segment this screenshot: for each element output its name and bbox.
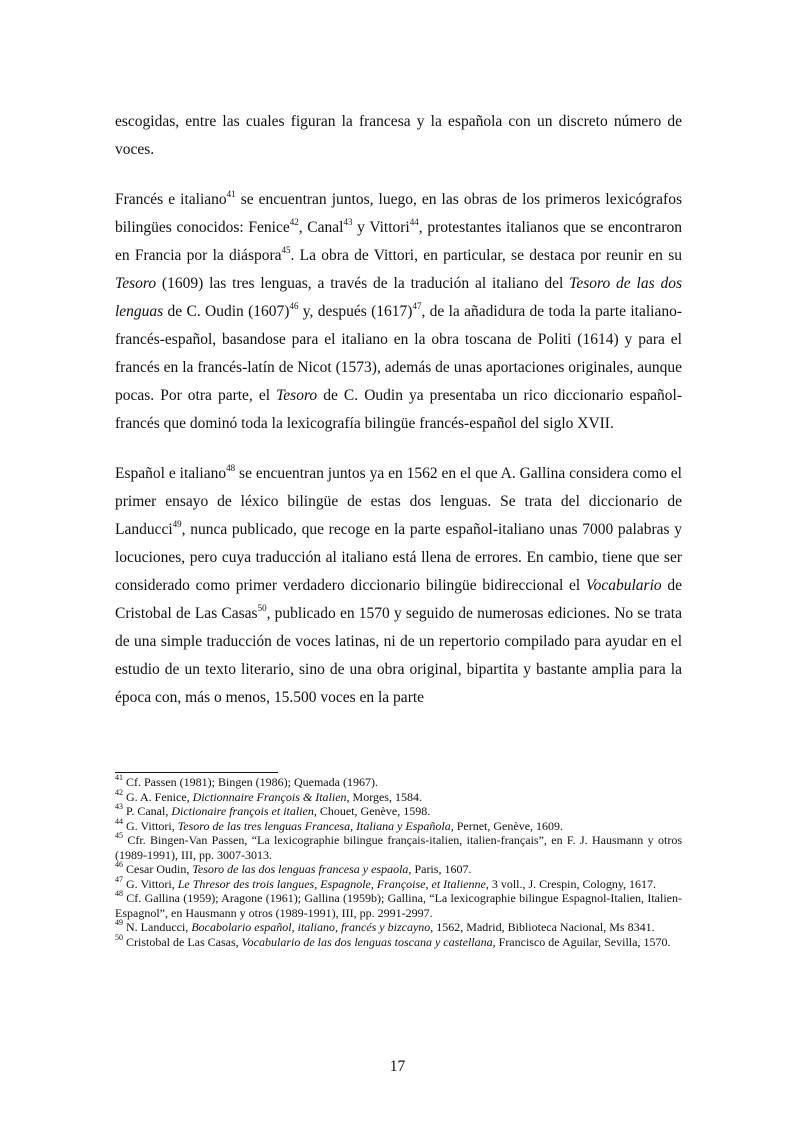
text-run: , Francisco de Aguilar, Sevilla, 1570. (492, 934, 671, 949)
text-run: (1609) las tres lenguas, a través de la tradución al italiano del (156, 275, 570, 292)
footnote-42 (115, 787, 682, 805)
body-text (115, 108, 682, 734)
footnote-number: 47 (115, 874, 123, 884)
text-run: Francés e italiano (115, 191, 227, 208)
footnote-50 (115, 932, 682, 950)
footnote-43 (115, 804, 682, 819)
footnote-number: 46 (115, 860, 123, 869)
italic-title: Bocabolario español, italiano, francés y bizcayno (191, 920, 431, 934)
footnote-marker: 49 (172, 518, 182, 529)
italic-title: Dictionnaire François & Italien (192, 789, 347, 804)
paragraph (115, 460, 682, 712)
footnote-marker: 46 (289, 300, 299, 311)
text-run: P. Canal, (123, 804, 172, 818)
italic-title: Tesoro de las dos lenguas francesa y espaola, (192, 862, 412, 876)
text-run: Paris, 1607. (411, 862, 472, 876)
italic-title: Vocabulario (585, 577, 662, 594)
footnote-marker: 41 (226, 188, 236, 199)
italic-title: Le Thresor des trois langues, Espagnole, Françoise, et Italienne (177, 876, 486, 891)
text-run: , 3 voll., J. Crespin, Cologny, 1617. (485, 876, 657, 891)
footnote-number: 45 (115, 831, 123, 840)
text-run: Cristobal de Las Casas, (123, 934, 242, 949)
footnote-marker: 48 (226, 462, 236, 473)
text-run: y Vittori (352, 219, 410, 236)
text-run: Cf. Gallina (1959); Aragone (1961); Gallina (1959b); Gallina, “La lexicographie bilingue Espagnol-Italien, Italien-Espagnol”, en Hausmann y otros (1989-1991), III, pp. 2991-2997. (115, 891, 682, 920)
footnotes (115, 775, 682, 949)
footnote-marker: 50 (257, 602, 267, 613)
footnote-number: 41 (115, 773, 123, 782)
text-run: , protestantes italianos que se encontraron en Francia por la diáspora (115, 219, 682, 264)
text-run: G. Vittori, (123, 818, 178, 833)
paragraph (115, 108, 682, 164)
footnote-46 (115, 862, 682, 877)
text-run: Cf. Passen (1981); Bingen (1986); Quemada (1967). (123, 775, 378, 789)
italic-title: Dictionaire françois et italien (171, 804, 314, 818)
text-run: de C. Oudin ya presentaba un rico diccionario español-francés que dominó toda la lexicografía bilingüe francés-español del siglo XVII. (115, 387, 682, 432)
text-run: , Pernet, Genève, 1609. (450, 818, 564, 833)
text-run: , Morges, 1584. (346, 789, 422, 804)
text-run: , Chouet, Genève, 1598. (313, 804, 431, 818)
text-run: , de la añadidura de toda la parte italiano-francés-español, basandose para el italiano en la obra toscana de Politi (1614) y para el francés en la francés-latín de Nicot (1573), además de unas aportaciones originales, aunque pocas. Por otra parte, el (115, 303, 682, 404)
footnote-number: 49 (115, 918, 123, 927)
footnote-number: 43 (115, 802, 123, 811)
footnote-marker: 47 (412, 300, 422, 311)
text-run: G. Vittori, (123, 876, 178, 891)
paragraph (115, 186, 682, 438)
text-run: , 1562, Madrid, Biblioteca Nacional, Ms 8341. (430, 920, 655, 934)
text-run: escogidas, entre las cuales figuran la francesa y la española con un discreto número de voces. (115, 113, 682, 158)
text-run: y, después (1617) (298, 303, 413, 320)
footnote-41 (115, 775, 682, 790)
footnote-number: 42 (115, 787, 123, 797)
text-run: de Cristobal de Las Casas (115, 577, 682, 622)
footnote-marker: 43 (343, 216, 353, 227)
text-run: , nunca publicado, que recoge en la parte español-italiano unas 7000 palabras y locuciones, pero cuya traducción al italiano está llena de errores. En cambio, tiene que ser considerado como primer verdadero diccionario bilingüe bidireccional el (115, 521, 682, 594)
footnote-marker: 44 (409, 216, 419, 227)
footnote-44 (115, 816, 682, 834)
footnote-45 (115, 833, 682, 862)
text-run: G. A. Fenice, (123, 789, 193, 804)
text-run: se encuentran juntos, luego, en las obras de los primeros lexicógrafos bilingües conocidos: Fenice (115, 191, 682, 236)
text-run: , publicado en 1570 y seguido de numerosas ediciones. No se trata de una simple traducción de voces latinas, ni de un repertorio compilado para ayudar en el estudio de un texto literario, sino de una obra original, bipartita y bastante amplia para la época con, más o menos, 15.500 voces en la parte (115, 605, 682, 706)
footnote-marker: 45 (281, 244, 291, 255)
text-run: , Canal (298, 219, 344, 236)
footnote-48 (115, 891, 682, 920)
footnote-separator (115, 772, 278, 773)
italic-title: Tesoro de las tres lenguas Francesa, Italiana y Española (177, 818, 451, 833)
footnote-number: 44 (115, 816, 123, 826)
footnote-number: 48 (115, 889, 123, 898)
text-run: Español e italiano (115, 465, 227, 482)
text-run: Cfr. Bingen-Van Passen, “La lexicographie bilingue français-italien, italien-français”, en F. J. Hausmann y otros (1989-1991), III, pp. 3007-3013. (115, 833, 682, 862)
text-run: se encuentran juntos ya en 1562 en el que A. Gallina considera como el primer ensayo de léxico bilingüe de estas dos lenguas. Se trata del diccionario de Landucci (115, 465, 682, 538)
text-run: Cesar Oudin, (123, 862, 193, 876)
italic-title: Tesoro (115, 275, 157, 292)
text-run: de C. Oudin (1607) (163, 303, 290, 320)
text-run: N. Landucci, (123, 920, 192, 934)
italic-title: Tesoro (276, 387, 318, 404)
footnote-49 (115, 920, 682, 935)
italic-title: Tesoro de las dos lenguas (115, 275, 682, 320)
footnote-number: 50 (115, 932, 123, 942)
italic-title: Vocabulario de las dos lenguas toscana y castellana (241, 934, 493, 949)
footnote-47 (115, 874, 682, 892)
page-number: 17 (389, 1058, 406, 1075)
footnote-marker: 42 (289, 216, 299, 227)
text-run: . La obra de Vittori, en particular, se destaca por reunir en su (290, 247, 682, 264)
